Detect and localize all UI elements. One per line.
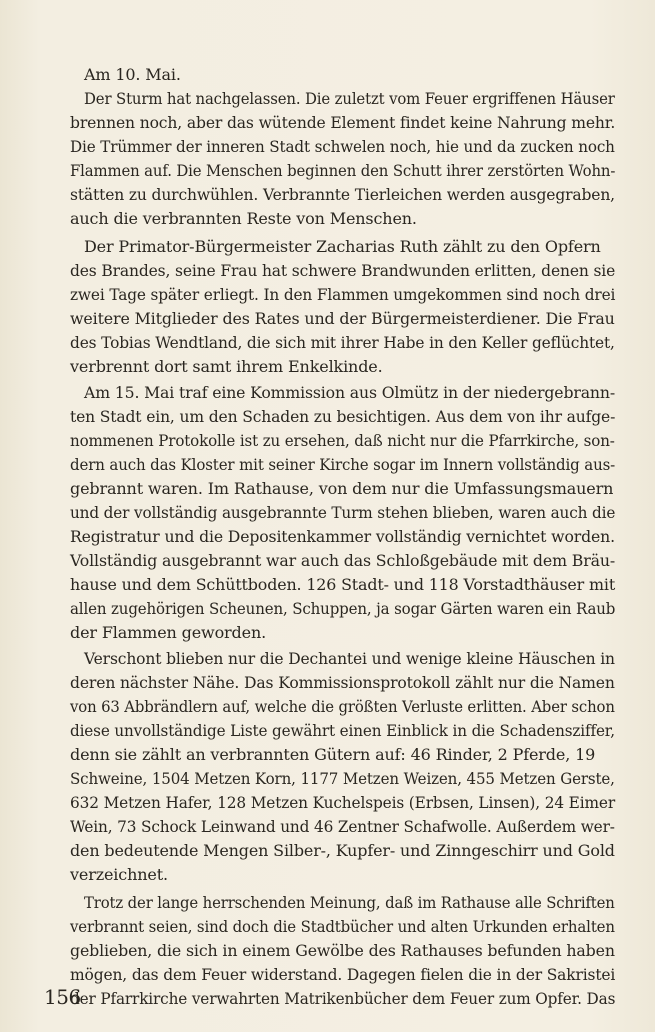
page-number: 156 — [44, 985, 81, 1009]
text-line: stätten zu durchwühlen. Verbrannte Tierleichen werden ausgegraben, — [70, 185, 615, 204]
text-line: geblieben, die sich in einem Gewölbe des Rathauses befunden haben — [70, 941, 615, 960]
text-line: Schweine, 1504 Metzen Korn, 1177 Metzen Weizen, 455 Metzen Gerste, — [70, 769, 615, 788]
text-line: Wein, 73 Schock Leinwand und 46 Zentner Schafwolle. Außerdem wer- — [70, 817, 615, 836]
text-line: Verschont blieben nur die Dechantei und wenige kleine Häuschen in — [84, 649, 615, 668]
text-line: Am 10. Mai. — [84, 65, 181, 84]
text-line: Flammen auf. Die Menschen beginnen den Schutt ihrer zerstörten Wohn- — [70, 161, 616, 180]
text-line: auch die verbrannten Reste von Menschen. — [70, 209, 417, 228]
text-line: Die Trümmer der inneren Stadt schwelen noch, hie und da zucken noch — [70, 137, 615, 156]
text-line: gebrannt waren. Im Rathause, von dem nur die Umfassungsmauern — [70, 479, 614, 498]
text-line: Am 15. Mai traf eine Kommission aus Olmütz in der niedergebrann- — [84, 383, 615, 402]
text-line: 632 Metzen Hafer, 128 Metzen Kuchelspeis (Erbsen, Linsen), 24 Eimer — [70, 793, 616, 812]
text-line: und der vollständig ausgebrannte Turm stehen blieben, waren auch die — [70, 503, 616, 522]
text-line: Vollständig ausgebrannt war auch das Schloßgebäude mit dem Bräu- — [70, 551, 616, 570]
text-line: Der Primator-Bürgermeister Zacharias Ruth zählt zu den Opfern — [84, 237, 601, 256]
text-line: brennen noch, aber das wütende Element findet keine Nahrung mehr. — [70, 113, 616, 132]
text-line: zwei Tage später erliegt. In den Flammen umgekommen sind noch drei — [70, 285, 616, 304]
text-line: verbrannt seien, sind doch die Stadtbücher und alten Urkunden erhalten — [70, 917, 615, 936]
text-line: des Tobias Wendtland, die sich mit ihrer Habe in den Keller geflüchtet, — [70, 333, 615, 352]
text-line: nommenen Protokolle ist zu ersehen, daß nicht nur die Pfarrkirche, son- — [70, 431, 615, 450]
text-line: des Brandes, seine Frau hat schwere Brandwunden erlitten, denen sie — [70, 261, 616, 280]
text-line: allen zugehörigen Scheunen, Schuppen, ja sogar Gärten waren ein Raub — [70, 599, 616, 618]
text-line: denn sie zählt an verbrannten Gütern auf: 46 Rinder, 2 Pferde, 19 — [70, 745, 596, 764]
text-line: verzeichnet. — [70, 865, 168, 884]
text-line: verbrennt dort samt ihrem Enkelkinde. — [70, 357, 383, 376]
text-line: weitere Mitglieder des Rates und der Bürgermeisterdiener. Die Frau — [70, 309, 615, 328]
text-line: Registratur und die Depositenkammer vollständig vernichtet worden. — [70, 527, 615, 546]
text-line: ten Stadt ein, um den Schaden zu besichtigen. Aus dem von ihr aufge- — [70, 407, 616, 426]
text-line: der Flammen geworden. — [70, 623, 267, 642]
text-line: hause und dem Schüttboden. 126 Stadt- und 118 Vorstadthäuser mit — [70, 575, 616, 594]
text-line: von 63 Abbrändlern auf, welche die größten Verluste erlitten. Aber schon — [70, 697, 615, 716]
text-line: Trotz der lange herrschenden Meinung, daß im Rathause alle Schriften — [84, 893, 615, 912]
text-line: dern auch das Kloster mit seiner Kirche sogar im Innern vollständig aus- — [70, 455, 616, 474]
text-line: deren nächster Nähe. Das Kommissionsprotokoll zählt nur die Namen — [70, 673, 615, 692]
text-line: Der Sturm hat nachgelassen. Die zuletzt vom Feuer ergriffenen Häuser — [84, 89, 615, 108]
text-line: mögen, das dem Feuer widerstand. Dagegen fielen die in der Sakristei — [70, 965, 616, 984]
text-line: der Pfarrkirche verwahrten Matrikenbücher dem Feuer zum Opfer. Das — [70, 989, 616, 1008]
text-line: diese unvollständige Liste gewährt einen Einblick in die Schadensziffer, — [70, 721, 615, 740]
text-line: den bedeutende Mengen Silber-, Kupfer- und Zinngeschirr und Gold — [70, 841, 615, 860]
